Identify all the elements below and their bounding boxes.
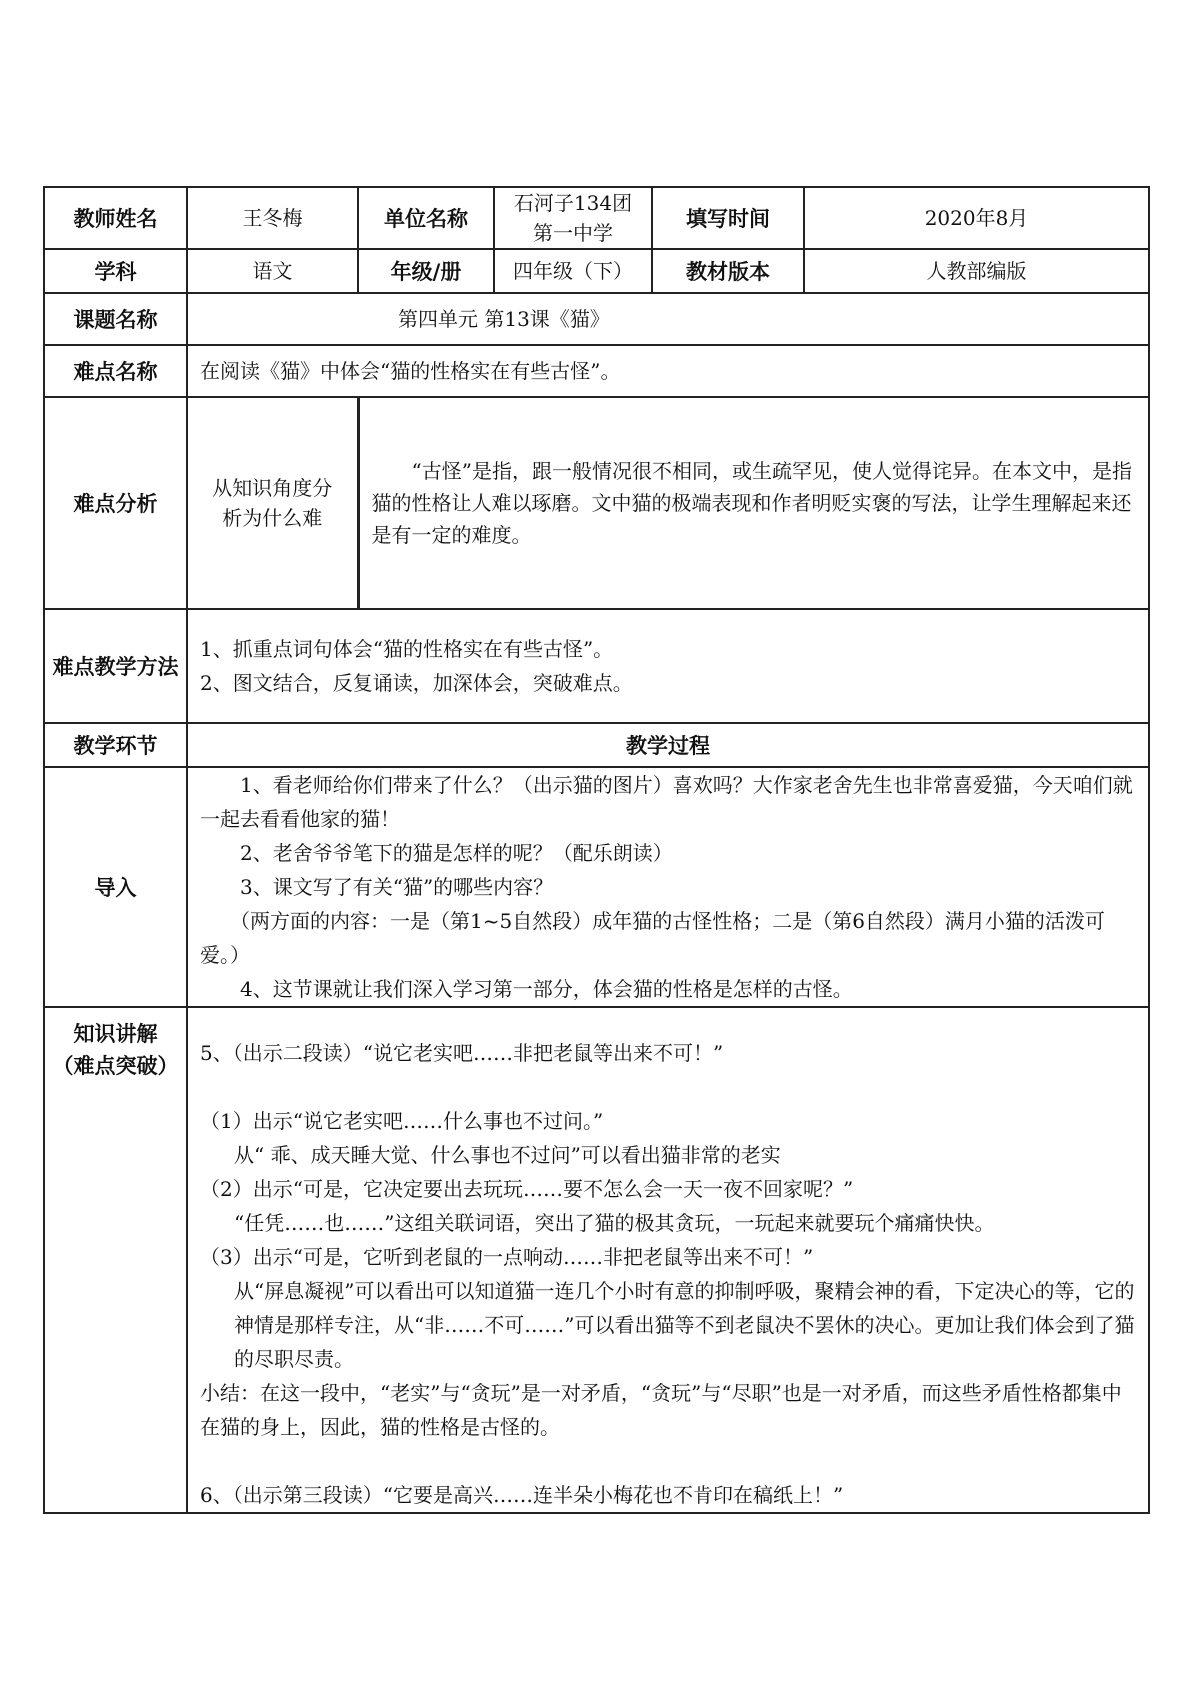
unit-value: 石河子134团第一中学 bbox=[494, 187, 652, 249]
header-row-2 bbox=[44, 249, 1149, 293]
knowledge-point-1: （1）出示“说它老实吧……什么事也不过问。” bbox=[200, 1109, 604, 1133]
intro-row bbox=[44, 767, 1149, 1007]
analysis-text: “古怪”是指，跟一般情况很不相同，或生疏罕见，使人觉得诧异。在本文中，是指猫的性格让人难以琢磨。文中猫的极端表现和作者明贬实褒的写法，让学生理解起来还是有一定的难度。 bbox=[371, 459, 1132, 547]
edition-label: 教材版本 bbox=[652, 249, 804, 293]
grade-label: 年级/册 bbox=[358, 249, 494, 293]
knowledge-point-3: （3）出示“可是，它听到老鼠的一点响动……非把老鼠等出来不可！” bbox=[200, 1245, 814, 1269]
knowledge-cell bbox=[187, 1007, 1149, 1513]
edition-value: 人教部编版 bbox=[804, 249, 1149, 293]
analysis-label: 难点分析 bbox=[44, 397, 187, 609]
difficulty-label: 难点名称 bbox=[44, 345, 187, 397]
intro-label: 导入 bbox=[44, 767, 187, 1007]
process-header-row bbox=[44, 723, 1149, 767]
knowledge-label-cell bbox=[44, 1007, 187, 1513]
topic-value: 第四单元 第13课《猫》 bbox=[187, 293, 1149, 345]
intro-line-4: （两方面的内容：一是（第1~5自然段）成年猫的古怪性格；二是（第6自然段）满月小猫的活泼可爱。） bbox=[200, 909, 1105, 967]
analysis-row bbox=[44, 397, 1149, 609]
subject-label: 学科 bbox=[44, 249, 187, 293]
knowledge-row bbox=[44, 1007, 1149, 1513]
teacher-value: 王冬梅 bbox=[187, 187, 358, 249]
lesson-plan-table bbox=[43, 186, 1150, 1514]
subject-value: 语文 bbox=[187, 249, 358, 293]
knowledge-summary: 小结：在这一段中，“老实”与“贪玩”是一对矛盾，“贪玩”与“尽职”也是一对矛盾，而这些矛盾性格都集中在猫的身上，因此，猫的性格是古怪的。 bbox=[200, 1381, 1122, 1439]
intro-cell bbox=[187, 767, 1149, 1007]
intro-line-1: 1、看老师给你们带来了什么？（出示猫的图片）喜欢吗？大作家老舍先生也非常喜爱猫，今天咱们就一起去看看他家的猫！ bbox=[200, 773, 1133, 831]
method-label: 难点教学方法 bbox=[44, 609, 187, 723]
intro-line-2: 2、老舍爷爷笔下的猫是怎样的呢？（配乐朗读） bbox=[240, 841, 673, 865]
teacher-label: 教师姓名 bbox=[44, 187, 187, 249]
analysis-text-cell bbox=[358, 397, 1149, 609]
knowledge-sublabel: （难点突破） bbox=[52, 1054, 179, 1078]
unit-label: 单位名称 bbox=[358, 187, 494, 249]
knowledge-point-2-detail: “任凭……也……”这组关联词语，突出了猫的极其贪玩，一玩起来就要玩个痛痛快快。 bbox=[234, 1211, 995, 1235]
intro-line-3: 3、课文写了有关“猫”的哪些内容？ bbox=[240, 875, 554, 899]
process-step-label: 教学环节 bbox=[44, 723, 187, 767]
intro-line-5: 4、这节课就让我们深入学习第一部分，体会猫的性格是怎样的古怪。 bbox=[240, 977, 853, 1001]
knowledge-item-6: 6、（出示第三段读）“它要是高兴……连半朵小梅花也不肯印在稿纸上！” bbox=[200, 1483, 844, 1507]
time-value: 2020年8月 bbox=[804, 187, 1149, 249]
knowledge-point-2: （2）出示“可是，它决定要出去玩玩……要不怎么会一天一夜不回家呢？” bbox=[200, 1177, 854, 1201]
difficulty-row bbox=[44, 345, 1149, 397]
knowledge-point-3-detail: 从“屏息凝视”可以看出可以知道猫一连几个小时有意的抑制呼吸，聚精会神的看，下定决心的等，它的神情是那样专注，从“非……不可……”可以看出猫等不到老鼠决不罢休的决心。更加让我们体会到了猫的尽职尽责。 bbox=[234, 1279, 1135, 1371]
time-label: 填写时间 bbox=[652, 187, 804, 249]
method-line-2: 2、图文结合，反复诵读，加深体会，突破难点。 bbox=[200, 671, 633, 695]
knowledge-label: 知识讲解 bbox=[73, 1022, 158, 1046]
method-row bbox=[44, 609, 1149, 723]
knowledge-item-5: 5、（出示二段读）“说它老实吧……非把老鼠等出来不可！” bbox=[200, 1041, 724, 1065]
method-cell bbox=[187, 609, 1149, 723]
knowledge-point-1-detail: 从“ 乖、成天睡大觉、什么事也不过问”可以看出猫非常的老实 bbox=[234, 1143, 781, 1167]
analysis-sub-label: 从知识角度分析为什么难 bbox=[187, 397, 358, 609]
topic-row bbox=[44, 293, 1149, 345]
process-title: 教学过程 bbox=[187, 723, 1149, 767]
topic-label: 课题名称 bbox=[44, 293, 187, 345]
difficulty-value: 在阅读《猫》中体会“猫的性格实在有些古怪”。 bbox=[187, 345, 1149, 397]
method-line-1: 1、抓重点词句体会“猫的性格实在有些古怪”。 bbox=[200, 637, 614, 661]
header-row-1 bbox=[44, 187, 1149, 249]
grade-value: 四年级（下） bbox=[494, 249, 652, 293]
